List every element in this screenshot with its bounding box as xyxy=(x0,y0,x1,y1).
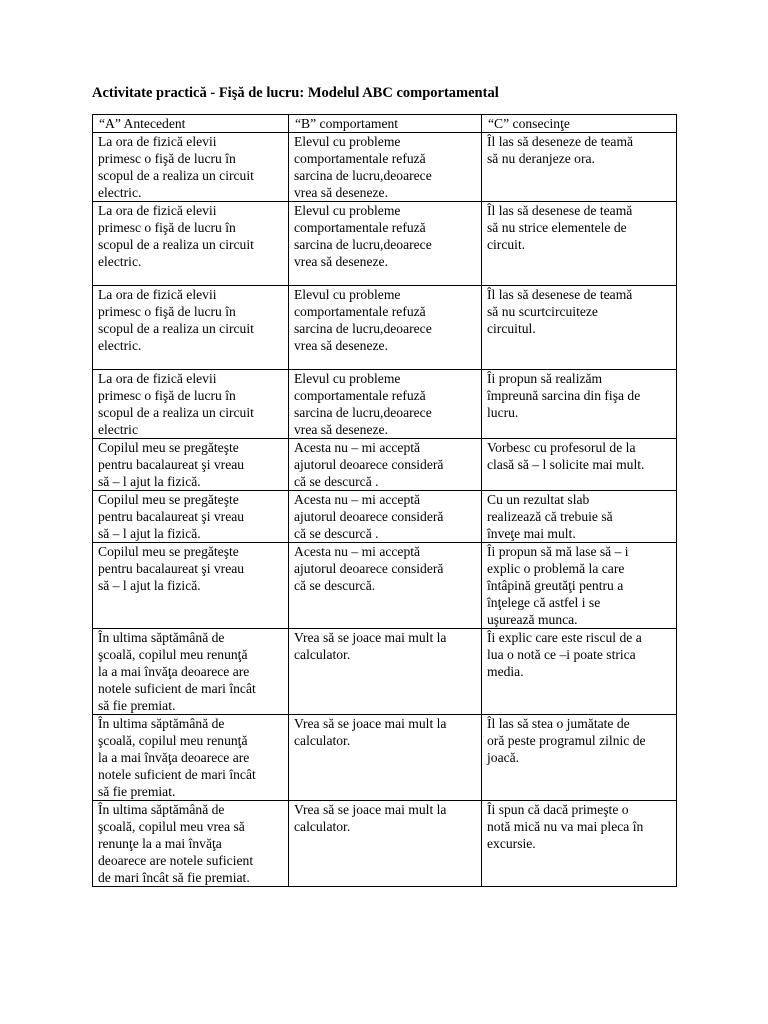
consecinte-cell: Îi propun să realizăm împreună sarcina din fişa de lucru. xyxy=(482,370,677,439)
antecedent-cell: În ultima săptămână de şcoală, copilul meu renunţă la a mai învăţa deoarece are notele suficient de mari încât să fie premiat. xyxy=(93,715,289,801)
comportament-cell: Vrea să se joace mai mult la calculator. xyxy=(289,715,482,801)
comportament-cell: Acesta nu – mi acceptă ajutorul deoarece consideră că se descurcă . xyxy=(289,439,482,491)
comportament-cell: Vrea să se joace mai mult la calculator. xyxy=(289,629,482,715)
consecinte-cell: Îl las să desenese de teamă să nu scurtcircuiteze circuitul. xyxy=(482,286,677,370)
table-row xyxy=(93,439,677,491)
header-comportament: “B” comportament xyxy=(289,115,482,133)
comportament-cell: Elevul cu probleme comportamentale refuză sarcina de lucru,deoarece vrea să deseneze. xyxy=(289,286,482,370)
header-antecedent: “A” Antecedent xyxy=(93,115,289,133)
consecinte-cell: Îl las să deseneze de teamă să nu deranjeze ora. xyxy=(482,133,677,202)
consecinte-cell: Îl las să stea o jumătate de oră peste programul zilnic de joacă. xyxy=(482,715,677,801)
antecedent-cell: La ora de fizică elevii primesc o fişă de lucru în scopul de a realiza un circuit electric. xyxy=(93,286,289,370)
antecedent-cell: Copilul meu se pregăteşte pentru bacalaureat şi vreau să – l ajut la fizică. xyxy=(93,543,289,629)
consecinte-cell: Vorbesc cu profesorul de la clasă să – l solicite mai mult. xyxy=(482,439,677,491)
comportament-cell: Elevul cu probleme comportamentale refuză sarcina de lucru,deoarece vrea să deseneze. xyxy=(289,370,482,439)
header-consecinte: “C” consecinţe xyxy=(482,115,677,133)
consecinte-cell: Îi propun să mă lase să – i explic o problemă la care întâpină greutăţi pentru a înţelege că astfel i se uşurează munca. xyxy=(482,543,677,629)
table-row xyxy=(93,133,677,202)
table-row xyxy=(93,202,677,286)
consecinte-cell: Cu un rezultat slab realizează că trebuie să înveţe mai mult. xyxy=(482,491,677,543)
comportament-cell: Acesta nu – mi acceptă ajutorul deoarece consideră că se descurcă. xyxy=(289,543,482,629)
antecedent-cell: La ora de fizică elevii primesc o fişă de lucru în scopul de a realiza un circuit electric. xyxy=(93,133,289,202)
antecedent-cell: În ultima săptămână de şcoală, copilul meu renunţă la a mai învăţa deoarece are notele suficient de mari încât să fie premiat. xyxy=(93,629,289,715)
antecedent-cell: La ora de fizică elevii primesc o fişă de lucru în scopul de a realiza un circuit electric xyxy=(93,370,289,439)
antecedent-cell: Copilul meu se pregăteşte pentru bacalaureat şi vreau să – l ajut la fizică. xyxy=(93,439,289,491)
table-row xyxy=(93,715,677,801)
comportament-cell: Acesta nu – mi acceptă ajutorul deoarece consideră că se descurcă . xyxy=(289,491,482,543)
consecinte-cell: Îi explic care este riscul de a lua o notă ce –i poate strica media. xyxy=(482,629,677,715)
comportament-cell: Elevul cu probleme comportamentale refuză sarcina de lucru,deoarece vrea să deseneze. xyxy=(289,202,482,286)
table-row xyxy=(93,370,677,439)
table-row xyxy=(93,629,677,715)
comportament-cell: Vrea să se joace mai mult la calculator. xyxy=(289,801,482,887)
comportament-cell: Elevul cu probleme comportamentale refuză sarcina de lucru,deoarece vrea să deseneze. xyxy=(289,133,482,202)
table-row xyxy=(93,543,677,629)
antecedent-cell: La ora de fizică elevii primesc o fişă de lucru în scopul de a realiza un circuit electric. xyxy=(93,202,289,286)
table-header-row xyxy=(93,115,677,133)
abc-table xyxy=(92,114,677,887)
page-title: Activitate practică - Fişă de lucru: Modelul ABC comportamental xyxy=(92,85,499,101)
antecedent-cell: Copilul meu se pregăteşte pentru bacalaureat şi vreau să – l ajut la fizică. xyxy=(93,491,289,543)
antecedent-cell: În ultima săptămână de şcoală, copilul meu vrea să renunţe la a mai învăţa deoarece are notele suficient de mari încât să fie premiat. xyxy=(93,801,289,887)
consecinte-cell: Îi spun că dacă primeşte o notă mică nu va mai pleca în excursie. xyxy=(482,801,677,887)
consecinte-cell: Îl las să desenese de teamă să nu strice elementele de circuit. xyxy=(482,202,677,286)
table-row xyxy=(93,801,677,887)
table-row xyxy=(93,286,677,370)
table-row xyxy=(93,491,677,543)
